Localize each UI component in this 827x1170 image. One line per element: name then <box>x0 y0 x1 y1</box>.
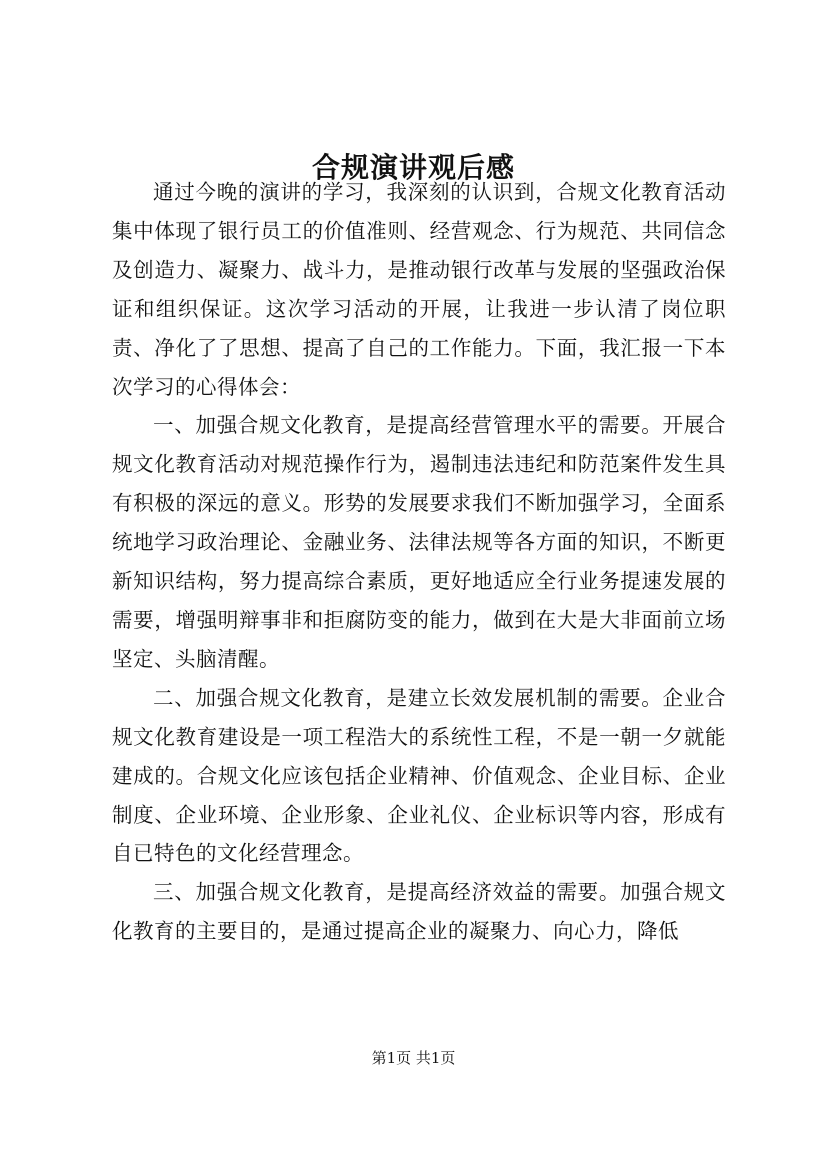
document-title: 合规演讲观后感 <box>311 151 515 184</box>
paragraph-point-two: 二、加强合规文化教育，是建立长效发展机制的需要。企业合规文化教育建设是一项工程浩大的系统性工程，不是一朝一夕就能建成的。合规文化应该包括企业精神、价值观念、企业目标、企业制度、企业环境、企业形象、企业礼仪、企业标识等内容，形成有自已特色的文化经营理念。 <box>112 685 726 866</box>
page-number-footer: 第1页 共1页 <box>371 1049 456 1067</box>
paragraph-point-one: 一、加强合规文化教育，是提高经营管理水平的需要。开展合规文化教育活动对规范操作行为，遏制违法违纪和防范案件发生具有积极的深远的意义。形势的发展要求我们不断加强学习，全面系统地学习政治理论、金融业务、法律法规等各方面的知识，不断更新知识结构，努力提高综合素质，更好地适应全行业务提速发展的需要，增强明辩事非和拒腐防变的能力，做到在大是大非面前立场坚定、头脑清醒。 <box>112 413 726 671</box>
paragraph-intro: 通过今晚的演讲的学习，我深刻的认识到，合规文化教育活动集中体现了银行员工的价值准则、经营观念、行为规范、共同信念及创造力、凝聚力、战斗力，是推动银行改革与发展的坚强政治保证和组织保证。这次学习活动的开展，让我进一步认清了岗位职责、净化了了思想、提高了自己的工作能力。下面，我汇报一下本次学习的心得体会： <box>112 180 726 399</box>
document-body <box>112 173 726 951</box>
paragraph-point-three: 三、加强合规文化教育，是提高经济效益的需要。加强合规文化教育的主要目的，是通过提高企业的凝聚力、向心力，降低 <box>112 880 726 944</box>
